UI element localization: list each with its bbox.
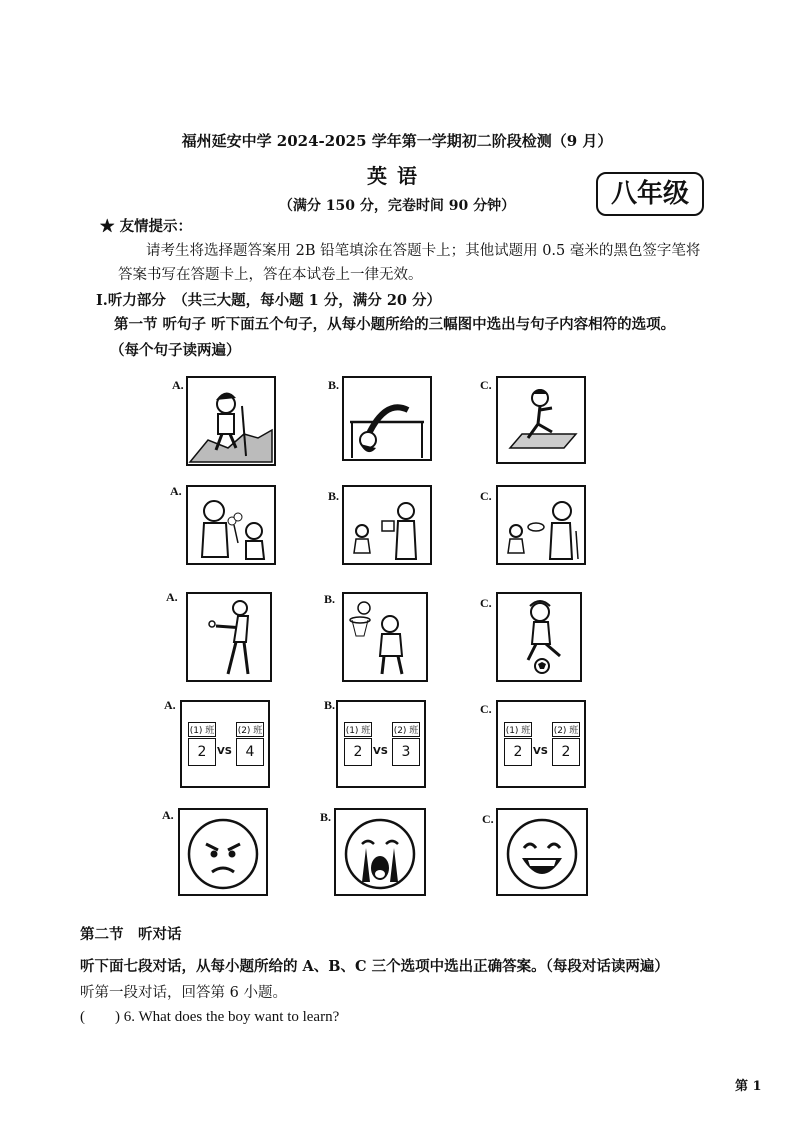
section2-heading: 第二节 听对话 bbox=[80, 926, 182, 943]
option-label: B. bbox=[324, 592, 336, 606]
score-right: 2 bbox=[552, 738, 580, 766]
soccer-player-icon bbox=[498, 594, 580, 680]
vs-label: VS bbox=[217, 746, 232, 757]
scoreboard-b[interactable] bbox=[336, 700, 426, 788]
section2-instruction: 听下面七段对话，从每小题所给的 A、B、C 三个选项中选出正确答案。（每段对话读两遍） bbox=[80, 958, 669, 975]
score-time-note: （满分 150 分，完卷时间 90 分钟） bbox=[278, 198, 516, 214]
picture-present-box[interactable] bbox=[342, 485, 432, 565]
option-label: A. bbox=[162, 808, 174, 822]
cake-gift-icon bbox=[498, 487, 584, 563]
scoreboard-c[interactable] bbox=[496, 700, 586, 788]
picture-soccer[interactable] bbox=[496, 592, 582, 682]
option-label: B. bbox=[324, 698, 336, 712]
question-6-text: 6. What does the boy want to learn? bbox=[123, 1009, 340, 1025]
picture-angry-face[interactable] bbox=[178, 808, 268, 896]
option-label: A. bbox=[164, 698, 176, 712]
picture-flowers-gift[interactable] bbox=[186, 485, 276, 565]
score-left: 2 bbox=[504, 738, 532, 766]
class2-label: (2) 班 bbox=[236, 722, 264, 737]
picture-hiking[interactable] bbox=[186, 376, 276, 466]
tips-line-1: 请考生将选择题答案用 2B 铅笔填涂在答题卡上；其他试题用 0.5 毫米的黑色签字笔将 bbox=[146, 243, 701, 259]
class1-label: (1) 班 bbox=[188, 722, 216, 737]
option-label: C. bbox=[482, 812, 494, 826]
picture-laughing-face[interactable] bbox=[496, 808, 588, 896]
option-label: B. bbox=[328, 378, 340, 392]
star-icon: ★ bbox=[100, 218, 115, 235]
score-right: 3 bbox=[392, 738, 420, 766]
picture-crying-face[interactable] bbox=[334, 808, 426, 896]
picture-running[interactable] bbox=[496, 376, 586, 464]
section1-instruction: 第一节 听句子 听下面五个句子，从每小题所给的三幅图中选出与句子内容相符的选项。 bbox=[114, 316, 676, 333]
dialogue1-instruction: 听第一段对话，回答第 6 小题。 bbox=[80, 985, 287, 1001]
tips-heading-row bbox=[100, 216, 192, 238]
option-label: C. bbox=[480, 378, 492, 392]
tips-line-2: 答案书写在答题卡上，答在本试卷上一律无效。 bbox=[118, 267, 423, 283]
subject-title: 英语 bbox=[367, 164, 427, 188]
picture-baseball[interactable] bbox=[186, 592, 272, 682]
scoreboard-a[interactable] bbox=[180, 700, 270, 788]
picture-high-jump[interactable] bbox=[342, 376, 432, 461]
option-label: B. bbox=[328, 489, 340, 503]
option-label: C. bbox=[480, 702, 492, 716]
picture-cake-gift[interactable] bbox=[496, 485, 586, 565]
option-label: A. bbox=[170, 484, 182, 498]
option-label: C. bbox=[480, 596, 492, 610]
exam-title: 福州延安中学 2024-2025 学年第一学期初二阶段检测（9 月） bbox=[181, 132, 613, 150]
option-label: A. bbox=[172, 378, 184, 392]
angry-face-icon bbox=[180, 810, 266, 894]
vs-label: VS bbox=[533, 746, 548, 757]
score-left: 2 bbox=[188, 738, 216, 766]
class2-label: (2) 班 bbox=[392, 722, 420, 737]
class1-label: (1) 班 bbox=[344, 722, 372, 737]
flowers-gift-icon bbox=[188, 487, 274, 563]
score-left: 2 bbox=[344, 738, 372, 766]
part1-heading: Ⅰ.听力部分 （共三大题，每小题 1 分，满分 20 分） bbox=[96, 292, 442, 309]
question-6[interactable] bbox=[80, 1006, 339, 1028]
section1-note: （每个句子读两遍） bbox=[110, 342, 241, 359]
option-label: A. bbox=[166, 590, 178, 604]
option-label: B. bbox=[320, 810, 332, 824]
crying-face-icon bbox=[336, 810, 424, 894]
answer-blank[interactable]: ( ) bbox=[80, 1009, 120, 1025]
page-number: 第 1 bbox=[735, 1079, 762, 1094]
runner-icon bbox=[498, 378, 584, 462]
class1-label: (1) 班 bbox=[504, 722, 532, 737]
high-jump-icon bbox=[344, 378, 430, 459]
laughing-face-icon bbox=[498, 810, 586, 894]
tips-heading: 友情提示： bbox=[119, 218, 193, 235]
option-label: C. bbox=[480, 489, 492, 503]
baseball-player-icon bbox=[188, 594, 270, 680]
hiker-icon bbox=[188, 378, 274, 464]
grade-stamp: 八年级 bbox=[596, 172, 704, 216]
class2-label: (2) 班 bbox=[552, 722, 580, 737]
basketball-player-icon bbox=[344, 594, 426, 680]
picture-basketball[interactable] bbox=[342, 592, 428, 682]
vs-label: VS bbox=[373, 746, 388, 757]
present-box-icon bbox=[344, 487, 430, 563]
score-right: 4 bbox=[236, 738, 264, 766]
